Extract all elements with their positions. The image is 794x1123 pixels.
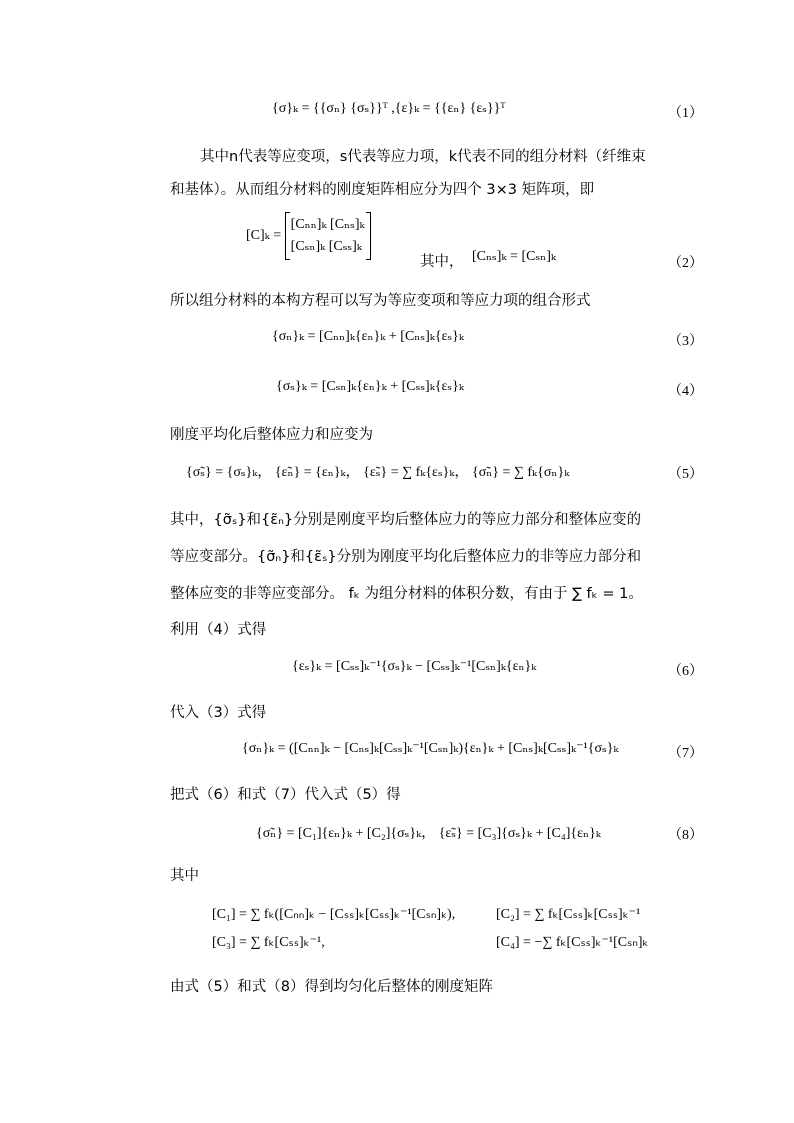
paragraph-1-line-1: 其中n代表等应变项，s代表等应力项，k代表不同的组分材料（纤维束 (200, 149, 646, 165)
equation-number-7: （7） (668, 746, 703, 761)
paragraph-2: 所以组分材料的本构方程可以写为等应变项和等应力项的组合形式 (170, 293, 591, 309)
equation-2-note-prefix: 其中， (420, 254, 464, 270)
equation-8: {σ̃ₙ} = [C₁]{εₙ}ₖ + [C₂]{σₛ}ₖ， {ε̃ₛ} = [C₃]{σₛ}ₖ + [C₄]{εₙ}ₖ (256, 826, 601, 841)
equation-number-1: （1） (668, 106, 703, 121)
paragraph-6: 代入（3）式得 (170, 705, 267, 721)
equation-1: {σ}ₖ = {{σₙ} {σₛ}}ᵀ ,{ε}ₖ = {{εₙ} {εₛ}}ᵀ (272, 101, 506, 116)
equation-number-8: （8） (668, 828, 703, 843)
equation-6: {εₛ}ₖ = [Cₛₛ]ₖ⁻¹{σₛ}ₖ − [Cₛₛ]ₖ⁻¹[Cₛₙ]ₖ{εₙ}ₖ (292, 659, 537, 674)
equation-2 (246, 214, 371, 258)
paragraph-8: 其中 (170, 868, 199, 884)
equation-4: {σₛ}ₖ = [Cₛₙ]ₖ{εₙ}ₖ + [Cₛₛ]ₖ{εₛ}ₖ (276, 379, 464, 394)
equation-number-3: （3） (668, 334, 703, 349)
equation-3: {σₙ}ₖ = [Cₙₙ]ₖ{εₙ}ₖ + [Cₙₛ]ₖ{εₛ}ₖ (272, 329, 464, 344)
stiffness-matrix (285, 214, 371, 258)
paragraph-1-line-2: 和基体）。从而组分材料的刚度矩阵相应分为四个 3×3 矩阵项，即 (170, 182, 595, 198)
paragraph-4-line-2: 等应变部分。{σ̃ₙ}和{ε̃ₛ}分别为刚度平均化后整体应力的非等应力部分和 (170, 549, 642, 565)
paragraph-7: 把式（6）和式（7）代入式（5）得 (170, 787, 401, 803)
paragraph-4-line-3: 整体应变的非等应变部分。 fₖ 为组分材料的体积分数，有由于 ∑ fₖ = 1。 (170, 586, 643, 602)
definition-c4: [C₄] = −∑ fₖ[Cₛₛ]ₖ⁻¹[Cₛₙ]ₖ (496, 935, 649, 950)
equation-number-6: （6） (668, 664, 703, 679)
equation-number-4: （4） (668, 384, 703, 399)
matrix-row-1: [Cₙₙ]ₖ [Cₙₛ]ₖ (290, 217, 365, 232)
equation-number-5: （5） (668, 467, 703, 482)
paragraph-9: 由式（5）和式（8）得到均匀化后整体的刚度矩阵 (170, 979, 493, 995)
equation-2-lhs: [C]ₖ = (246, 228, 282, 244)
paragraph-3: 刚度平均化后整体应力和应变为 (170, 427, 373, 443)
equation-number-2: （2） (668, 256, 703, 271)
definition-c2: [C₂] = ∑ fₖ[Cₛₛ]ₖ[Cₛₛ]ₖ⁻¹ (496, 907, 641, 922)
equation-5: {σ̃ₛ} = {σₛ}ₖ， {ε̃ₙ} = {εₙ}ₖ， {ε̃ₛ} = ∑ fₖ{εₛ}ₖ， {σ̃ₙ} = ∑ fₖ{σₙ}ₖ (186, 465, 570, 480)
equation-2-note: [Cₙₛ]ₖ = [Cₛₙ]ₖ (472, 249, 556, 264)
matrix-row-2: [Cₛₙ]ₖ [Cₛₛ]ₖ (290, 239, 362, 254)
paragraph-5: 利用（4）式得 (170, 622, 267, 638)
definition-c3: [C₃] = ∑ fₖ[Cₛₛ]ₖ⁻¹, (212, 935, 325, 950)
paragraph-4-line-1: 其中，{σ̃ₛ}和{ε̃ₙ}分别是刚度平均后整体应力的等应力部分和整体应变的 (170, 512, 642, 528)
definition-c1: [C₁] = ∑ fₖ([Cₙₙ]ₖ − [Cₛₛ]ₖ[Cₛₛ]ₖ⁻¹[Cₛₙ]ₖ), (212, 907, 456, 922)
equation-7: {σₙ}ₖ = ([Cₙₙ]ₖ − [Cₙₛ]ₖ[Cₛₛ]ₖ⁻¹[Cₛₙ]ₖ){εₙ}ₖ + [Cₙₛ]ₖ[Cₛₛ]ₖ⁻¹{σₛ}ₖ (242, 741, 619, 756)
